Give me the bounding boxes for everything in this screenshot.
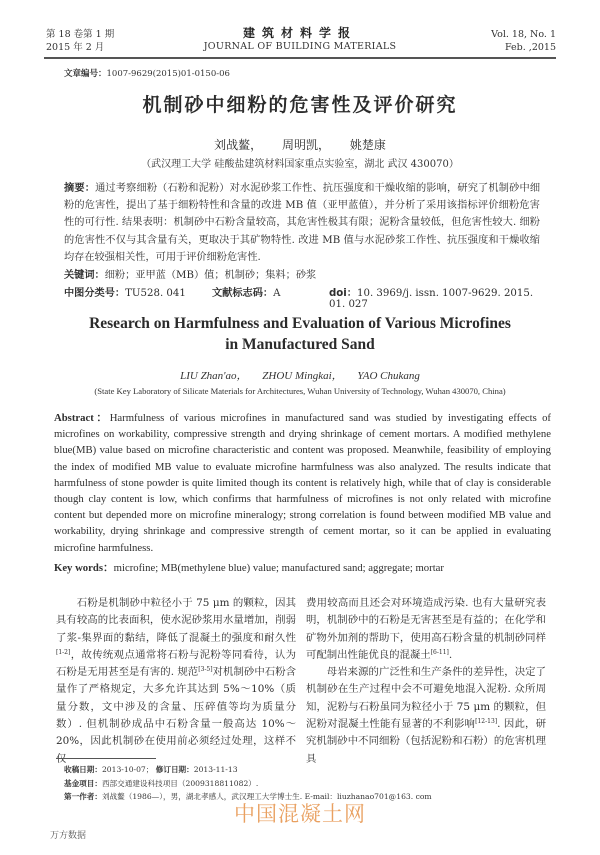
title-en-line-1: Research on Harmfulness and Evaluation of Various Microfines xyxy=(89,315,511,332)
header-volume-cn: 第 18 卷第 1 期 xyxy=(46,29,115,40)
keywords-en-label: Key words： xyxy=(54,562,114,574)
body-text: 费用较高而且还会对环境造成污染. 也有大量研究表明，机制砂中的石粉是无害甚至是有益的；在化学和矿物外加剂的帮助下，使用高石粉含量的机制砂同样可配制出性能优良的混凝土 xyxy=(306,597,546,661)
keywords-cn-label: 关键词： xyxy=(64,270,105,281)
abstract-en xyxy=(54,410,551,556)
keywords-cn xyxy=(64,266,540,281)
clc-label: 中图分类号： xyxy=(64,288,126,299)
fund-label: 基金项目： xyxy=(64,778,102,788)
authors-en xyxy=(40,367,560,383)
first-author-label: 第一作者： xyxy=(64,792,102,801)
clc-number xyxy=(64,284,186,299)
citation[interactable]: [6-11] xyxy=(430,648,449,656)
header-date-cn: 2015 年 2 月 xyxy=(46,42,105,53)
article-id-label: 文章编号： xyxy=(64,69,107,79)
title-en xyxy=(40,313,560,355)
authors-cn xyxy=(40,136,560,153)
fund-value: 西部交通建设科技项目（2009318811082）. xyxy=(101,778,259,788)
header-journal xyxy=(150,26,450,53)
keywords-en xyxy=(54,560,551,575)
clc-value: TU528. 041 xyxy=(125,288,186,299)
citation[interactable]: [3-5] xyxy=(198,666,213,674)
body-paragraph xyxy=(56,595,296,768)
revised-date: 2013-11-13 xyxy=(193,765,238,774)
citation[interactable]: [12-13] xyxy=(475,718,498,726)
doi-label: doi： xyxy=(329,288,357,299)
body-column-left xyxy=(56,595,296,768)
received-label: 收稿日期： xyxy=(64,765,102,774)
affiliation-cn: （武汉理工大学 硅酸盐建筑材料国家重点实验室，湖北 武汉 430070） xyxy=(141,159,459,170)
footnote-dates xyxy=(64,763,544,777)
body-text: 对机制砂中石粉含量作了严格规定，大多允许其达到 5%～10%（质量分数，文中涉及的含量、压碎值等均为质量分数）. 但机制砂成品中石粉含量一般高达 10%～20%，因此机制砂在使用前必须经过处理，这样不 xyxy=(56,666,297,748)
author-cn-2: 周明凯， xyxy=(281,138,330,152)
watermark: 中国混凝土网 xyxy=(234,802,366,826)
body-text: . 因此，研究机制砂中不同细粉（包括泥粉和石粉）的危害机理具 xyxy=(306,718,546,765)
doi xyxy=(329,284,544,310)
abstract-cn-label: 摘要： xyxy=(64,183,96,194)
author-cn-1: 刘战鳌， xyxy=(214,138,263,152)
header-date-en: Feb. ,2015 xyxy=(504,42,556,53)
abstract-en-label: Abstract： xyxy=(54,412,110,424)
header-issue-cn xyxy=(46,28,114,54)
revised-label: 修订日期： xyxy=(155,765,194,774)
author-en-3: YAO Chukang xyxy=(357,370,420,382)
body-column-right xyxy=(306,595,546,768)
body-paragraph xyxy=(306,664,546,768)
received-date: 2013-10-07； xyxy=(101,765,154,774)
header-rule xyxy=(44,57,556,59)
doi-value: 10. 3969/j. issn. 1007-9629. 2015. 01. 027 xyxy=(329,288,534,310)
doc-code-value: A xyxy=(273,288,281,299)
title-cn: 机制砂中细粉的危害性及评价研究 xyxy=(142,94,458,116)
abstract-en-text: Harmfulness of various microfines in manufactured sand was studied by investigating effects of microfines on workability, compressive strength and drying shrinkage of cement mortars. A modified methylene blue(MB) value based on microfine characteristic and content was proposed. Meanwhile, feasibility of employing the index of modified MB value to evaluate microfine harmfulness was also analyzed. The results indicate that harmfulness of stone powder is quite limited though its content is relatively high, while that of clay is considerable though clay content is low, which confirms that harmfulness of microfines is not only related with microfine content but depended more on microfine mineralogy; strong correlation is found between modified MB value and workability, drying shrinkage and compressive strength of cement mortar, so it can be applied in evaluating microfine harmfulness. xyxy=(54,412,551,554)
author-en-1: LIU Zhan'ao， xyxy=(180,370,248,382)
journal-name-cn: 建筑材料学报 xyxy=(242,26,357,40)
article-id xyxy=(64,67,230,79)
body-text: . xyxy=(448,648,453,661)
citation[interactable]: [1-2] xyxy=(56,648,71,656)
author-en-2: ZHOU Mingkai， xyxy=(262,370,343,382)
body-text: 母岩来源的广泛性和生产条件的差异性，决定了机制砂在生产过程中会不可避免地混入泥粉. 众所周知，泥粉与石粉虽同为粒径小于 75 μm 的颗粒，但泥粉对混凝土性能有显著的不利影响 xyxy=(306,666,546,731)
footnote-fund xyxy=(64,777,544,791)
body-paragraph xyxy=(306,595,546,664)
database-mark: 万方数据 xyxy=(50,831,87,841)
keywords-en-text: microfine; MB(methylene blue) value; manufactured sand; aggregate; mortar xyxy=(113,562,444,574)
keywords-cn-text: 细粉；亚甲蓝（MB）值；机制砂；集料；砂浆 xyxy=(104,270,317,281)
affiliation-en: (State Key Laboratory of Silicate Materials for Architectures, Wuhan University of Technology, Wuhan 430070, China) xyxy=(94,386,506,396)
abstract-cn xyxy=(64,180,540,266)
article-id-value: 1007-9629(2015)01-0150-06 xyxy=(106,69,230,79)
header-issue-en xyxy=(491,28,556,54)
first-author-value: 刘战鳌（1986—），男，湖北孝感人，武汉理工大学博士生. E-mail：liuzhanao701@163. com xyxy=(101,792,432,801)
journal-name-en: JOURNAL OF BUILDING MATERIALS xyxy=(203,41,397,52)
document-code xyxy=(212,284,280,299)
abstract-cn-text: 通过考察细粉（石粉和泥粉）对水泥砂浆工作性、抗压强度和干燥收缩的影响，研究了机制砂中细粉的危害性，提出了基于细粉特性和含量的改进 MB 值（亚甲蓝值），并分析了采用该指标评价细粉危害性的可行性. 结果表明：机制砂中石粉含量较高，其危害性极其有限；泥粉含量较低，但危害性较大. 细粉的危害性不仅与其含量有关，更取决于其矿物特性. 改进 MB 值与水泥砂浆工作性、抗压强度和干燥收缩均存在较强相关性，可用于评价细粉危害性. xyxy=(64,183,541,263)
doc-code-label: 文献标志码： xyxy=(212,288,274,299)
author-cn-3: 姚楚康 xyxy=(349,138,386,152)
header-volume-en: Vol. 18, No. 1 xyxy=(491,29,556,40)
footnote-rule xyxy=(56,758,156,759)
title-en-line-2: in Manufactured Sand xyxy=(225,336,375,353)
body-text: ，故传统观点通常将石粉与泥粉等同看待，认为石粉是无用甚至是有害的. 规范 xyxy=(56,648,296,679)
body-text: 石粉是机制砂中粒径小于 75 μm 的颗粒，因其具有较高的比表面积，使水泥砂浆用水量增加，削弱了浆-集界面的黏结，降低了混凝土的强度和耐久性 xyxy=(56,597,296,644)
